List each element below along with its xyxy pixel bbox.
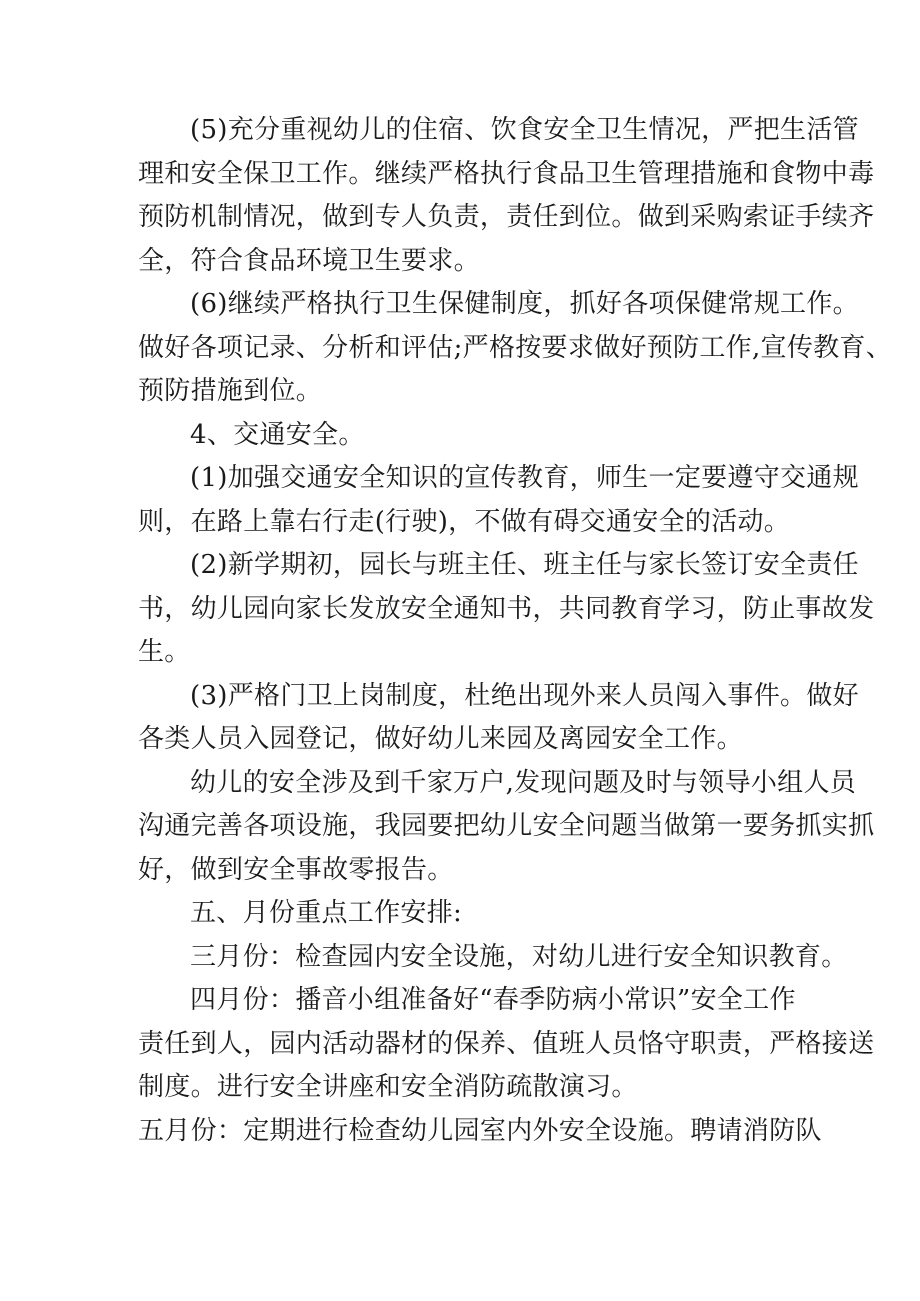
paragraph-line: 四月份：播音小组准备好“春季防病小常识”安全工作: [190, 985, 796, 1015]
paragraph-line: 责任到人，园内活动器材的保养、值班人员恪守职责，严格接送: [138, 1028, 875, 1059]
paragraph-3-gate-guard: [138, 675, 859, 762]
paragraph-april: [138, 979, 875, 1110]
document-page: [138, 109, 893, 1153]
paragraph-line: 好，做到安全事故零报告。: [138, 854, 454, 885]
paragraph-line: 各类人员入园登记，做好幼儿来园及离园安全工作。: [138, 724, 743, 754]
paragraph-line: 生。: [138, 637, 191, 667]
paragraph-line: 沟通完善各项设施，我园要把幼儿安全问题当做第一要务抓实抓: [138, 811, 875, 841]
paragraph-2-safety-agreements: [138, 544, 875, 675]
paragraph-line: (6)继续严格执行卫生保健制度，抓好各项保健常规工作。: [190, 289, 859, 319]
paragraph-line: 全，符合食品环境卫生要求。: [138, 245, 480, 276]
section-heading: 4、交通安全。: [190, 419, 365, 450]
paragraph-6-health-care: [138, 283, 893, 414]
paragraph-line: (3)严格门卫上岗制度，杜绝出现外来人员闯入事件。做好: [190, 680, 859, 711]
paragraph-line: 预防机制情况，做到专人负责，责任到位。做到采购索证手续齐: [138, 202, 875, 232]
paragraph-safety-summary: [138, 762, 875, 893]
section-heading: 五、月份重点工作安排:: [190, 898, 463, 928]
paragraph-5-housing-food-safety: [138, 109, 875, 283]
paragraph-line: (1)加强交通安全知识的宣传教育，师生一定要遵守交通规: [190, 463, 859, 493]
section-heading-monthly-plan: [138, 892, 798, 936]
paragraph-line: 制度。进行安全讲座和安全消防疏散演习。: [138, 1072, 638, 1102]
paragraph-line: 则，在路上靠右行走(行驶)，不做有碍交通安全的活动。: [138, 506, 791, 537]
paragraph-line: 理和安全保卫工作。继续严格执行食品卫生管理措施和食物中毒: [138, 158, 875, 189]
paragraph-line: 书，幼儿园向家长发放安全通知书，共同教育学习，防止事故发: [138, 593, 875, 624]
section-heading-traffic-safety: [138, 414, 798, 458]
paragraph-line: 做好各项记录、分析和评估;严格按要求做好预防工作,宣传教育、: [138, 332, 893, 363]
paragraph-march: [138, 936, 848, 980]
paragraph-line: 三月份：检查园内安全设施，对幼儿进行安全知识教育。: [190, 941, 848, 972]
paragraph-line: 幼儿的安全涉及到千家万户,发现问题及时与领导小组人员: [190, 767, 857, 798]
paragraph-1-traffic-education: [138, 457, 859, 544]
paragraph-line: (5)充分重视幼儿的住宿、饮食安全卫生情况，严把生活管: [190, 115, 859, 145]
paragraph-may: [138, 1110, 822, 1154]
paragraph-line: (2)新学期初，园长与班主任、班主任与家长签订安全责任: [190, 550, 859, 580]
paragraph-line: 预防措施到位。: [138, 376, 323, 406]
paragraph-line: 五月份：定期进行检查幼儿园室内外安全设施。聘请消防队: [138, 1115, 822, 1146]
